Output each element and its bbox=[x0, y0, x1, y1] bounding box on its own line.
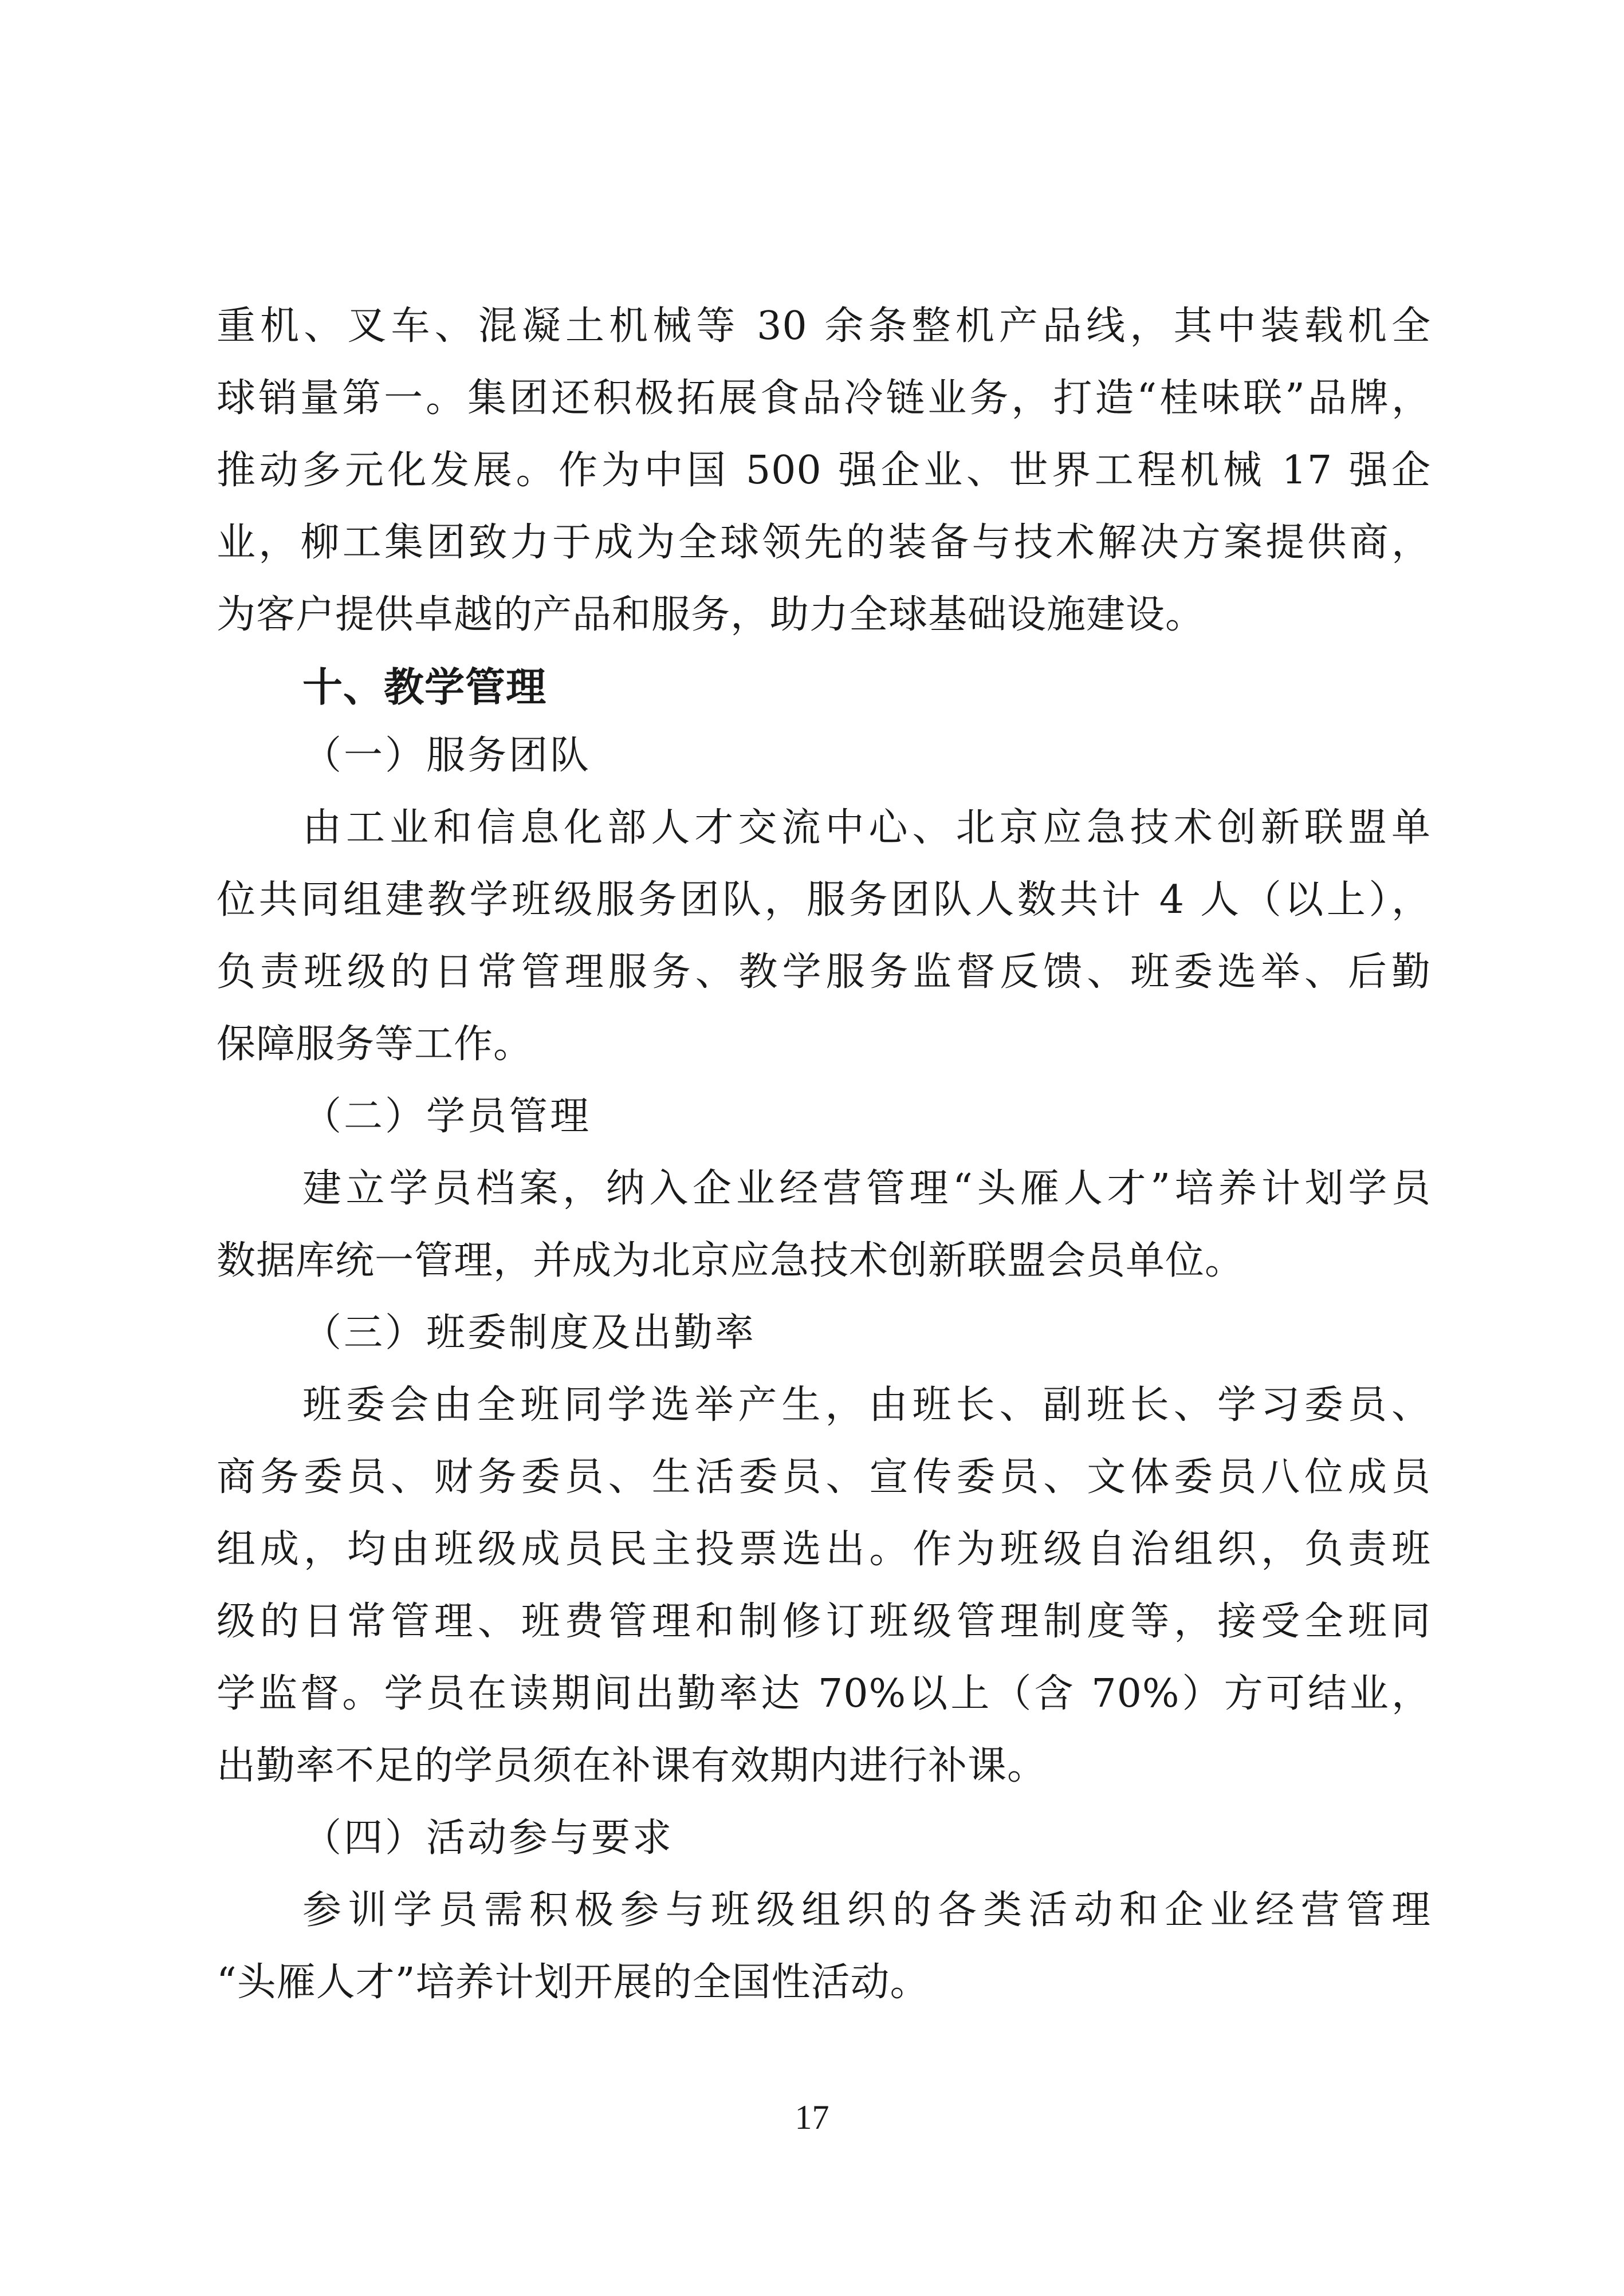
body-text-line: 重机、叉车、混凝土机械等 30 余条整机产品线，其中装载机全 bbox=[217, 304, 1431, 349]
body-text-line: 数据库统一管理，并成为北京应急技术创新联盟会员单位。 bbox=[217, 1238, 1245, 1283]
subsection-heading: （二）学员管理 bbox=[302, 1094, 592, 1139]
body-text-line: 参训学员需积极参与班级组织的各类活动和企业经营管理 bbox=[302, 1888, 1431, 1933]
subsection-heading: （四）活动参与要求 bbox=[302, 1815, 674, 1861]
body-text-line: 业，柳工集团致力于成为全球领先的装备与技术解决方案提供商， bbox=[217, 520, 1431, 565]
body-text-line: 推动多元化发展。作为中国 500 强企业、世界工程机械 17 强企 bbox=[217, 448, 1431, 493]
body-text-line: 保障服务等工作。 bbox=[217, 1022, 533, 1067]
body-text-line: 商务委员、财务委员、生活委员、宣传委员、文体委员八位成员 bbox=[217, 1455, 1431, 1500]
body-text-line: 建立学员档案，纳入企业经营管理“头雁人才”培养计划学员 bbox=[302, 1166, 1431, 1211]
page-number: 17 bbox=[795, 2098, 829, 2136]
body-text-line: 学监督。学员在读期间出勤率达 70%以上（含 70%）方可结业， bbox=[217, 1671, 1431, 1716]
body-text-line: 负责班级的日常管理服务、教学服务监督反馈、班委选举、后勤 bbox=[217, 950, 1431, 995]
body-text-line: 级的日常管理、班费管理和制修订班级管理制度等，接受全班同 bbox=[217, 1599, 1431, 1644]
section-heading: 十、教学管理 bbox=[302, 664, 546, 711]
body-text-line: 班委会由全班同学选举产生，由班长、副班长、学习委员、 bbox=[302, 1383, 1431, 1428]
body-text-line: 组成，均由班级成员民主投票选出。作为班级自治组织，负责班 bbox=[217, 1527, 1431, 1572]
subsection-heading: （三）班委制度及出勤率 bbox=[302, 1310, 757, 1356]
body-text-line: 位共同组建教学班级服务团队，服务团队人数共计 4 人（以上）， bbox=[217, 877, 1431, 923]
body-text-line: 为客户提供卓越的产品和服务，助力全球基础设施建设。 bbox=[217, 592, 1205, 637]
body-text-line: 出勤率不足的学员须在补课有效期内进行补课。 bbox=[217, 1743, 1047, 1789]
body-text-line: 球销量第一。集团还积极拓展食品冷链业务，打造“桂味联”品牌， bbox=[217, 376, 1431, 421]
body-text-line: 由工业和信息化部人才交流中心、北京应急技术创新联盟单 bbox=[302, 805, 1431, 850]
body-text-line: “头雁人才”培养计划开展的全国性活动。 bbox=[217, 1960, 930, 2005]
subsection-heading: （一）服务团队 bbox=[302, 733, 592, 778]
